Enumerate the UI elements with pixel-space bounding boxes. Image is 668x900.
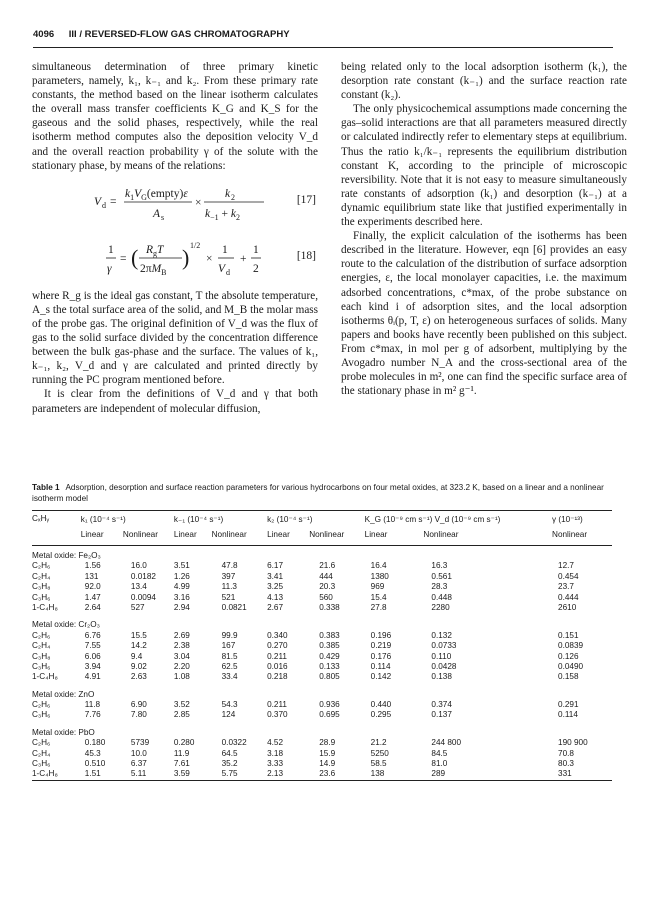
value-cell: 54.3 <box>221 700 238 710</box>
value-cell: 0.429 <box>319 651 340 661</box>
table-row <box>32 759 612 769</box>
paragraph: The only physicochemical assumptions made concerning the gas–solid interactions are that all parameters measured directly or calculated indirectly refer to elementary steps at equilibrium. Thus the ratio k₁/k₋₁ represents the equilibrium distribution constant K, according to the principle of microscopic reversibility. Note that it is not easy to measure simultaneously rate constants of adsorption (k₁) and desorption (k₋₁) at a dynamic equilibrium state like that justified experimentally in the experiments described here. <box>341 103 627 229</box>
subheader: Nonlinear <box>309 530 364 546</box>
value-cell: 0.151 <box>558 630 579 640</box>
table-row <box>32 572 612 582</box>
value-cell: 21.6 <box>319 561 336 571</box>
subheader: Nonlinear <box>123 530 174 546</box>
value-cell: 16.0 <box>130 561 147 571</box>
value-cell: 138 <box>365 769 424 780</box>
hydrocarbon-cell: C₃H₆ <box>32 710 51 720</box>
value-cell: 3.33 <box>267 759 283 769</box>
value-cell: 3.94 <box>84 661 101 671</box>
table-row <box>32 662 612 672</box>
column-header: k₂ (10⁻⁴ s⁻¹) <box>267 511 365 531</box>
equation-17-formula <box>32 177 292 227</box>
svg-text:2: 2 <box>231 192 235 202</box>
value-cell: 2610 <box>558 602 577 612</box>
value-cell: 64.5 <box>221 748 238 758</box>
value-cell: 397 <box>221 571 236 581</box>
value-cell: 0.133 <box>319 661 340 671</box>
value-cell: 3.59 <box>174 769 212 780</box>
hydrocarbon-cell: C₂H₆ <box>32 561 51 571</box>
value-cell: 0.385 <box>319 641 340 651</box>
page-number: 4096 <box>33 29 55 40</box>
group-label-row <box>32 728 612 738</box>
value-cell: 0.180 <box>84 738 106 748</box>
value-cell: 0.0182 <box>130 571 156 581</box>
value-cell: 2.94 <box>173 602 190 612</box>
table-row <box>32 641 612 651</box>
svg-text:+: + <box>240 252 247 265</box>
value-cell: 0.561 <box>431 571 452 581</box>
value-cell: 0.196 <box>370 630 392 640</box>
value-cell: 244 800 <box>431 738 462 748</box>
value-cell: 0.114 <box>558 710 578 720</box>
svg-text:1/2: 1/2 <box>190 240 201 250</box>
value-cell: 7.61 <box>173 759 190 769</box>
value-cell: 0.126 <box>558 651 579 661</box>
value-cell: 2.38 <box>173 641 190 651</box>
paragraph: simultaneous determination of three primary kinetic parameters, namely, k₁, k₋₁ and k₂. From these primary rate constants, the method based on the linear isotherm calculates the overall mass transfer coefficients K_G and K_S for the gaseous and the solid phases, respectively, while the real isotherm method computes also the deposition velocity V_d and the overall reaction probability γ of the solute with the stationary phase, by means of the relations: <box>32 61 318 172</box>
table-row <box>32 769 612 780</box>
value-cell: 11.9 <box>173 748 190 758</box>
hydrocarbon-cell: C₂H₆ <box>32 700 51 710</box>
value-cell: 2280 <box>431 602 450 612</box>
table-row <box>32 593 612 603</box>
column-header: CₓHᵧ <box>32 511 81 531</box>
svg-text:=: = <box>110 195 117 208</box>
value-cell: 2.63 <box>130 672 147 682</box>
equation-18 <box>32 233 318 283</box>
svg-text:×: × <box>206 252 213 265</box>
hydrocarbon-cell: 1-C₄H₈ <box>32 602 58 612</box>
svg-text:1: 1 <box>222 243 228 256</box>
value-cell: 2.67 <box>267 602 283 612</box>
value-cell: 0.454 <box>558 571 579 581</box>
value-cell: 35.2 <box>221 759 238 769</box>
value-cell: 1.08 <box>173 672 190 682</box>
value-cell: 15.4 <box>370 592 387 602</box>
table-row <box>32 738 612 748</box>
value-cell: 28.9 <box>319 738 336 748</box>
value-cell: 6.17 <box>267 561 283 571</box>
value-cell: 81.0 <box>431 759 448 769</box>
value-cell: 0.695 <box>319 710 340 720</box>
hydrocarbon-cell: 1-C₄H₈ <box>32 672 58 682</box>
value-cell: 10.0 <box>130 748 147 758</box>
hydrocarbon-cell: C₃H₆ <box>32 759 51 769</box>
value-cell: 5.75 <box>212 769 267 780</box>
subheader: Linear <box>365 530 424 546</box>
value-cell: 0.219 <box>370 641 392 651</box>
metal-oxide-label: Metal oxide: ZnO <box>32 689 95 699</box>
value-cell: 6.37 <box>130 759 147 769</box>
value-cell: 14.2 <box>130 641 147 651</box>
table-row <box>32 561 612 571</box>
svg-text:1: 1 <box>108 243 114 256</box>
value-cell: 289 <box>423 769 552 780</box>
value-cell: 0.211 <box>267 651 287 661</box>
value-cell: 21.2 <box>370 738 387 748</box>
value-cell: 28.3 <box>431 582 448 592</box>
value-cell: 99.9 <box>221 630 238 640</box>
value-cell: 0.0094 <box>130 592 156 602</box>
value-cell: 2.20 <box>173 661 190 671</box>
group-label-row <box>32 690 612 700</box>
paragraph: It is clear from the definitions of V_d and γ that both parameters are independent of molecular diffusion, <box>32 388 318 415</box>
value-cell: 0.0733 <box>431 641 457 651</box>
value-cell: 3.51 <box>173 561 190 571</box>
value-cell: 0.218 <box>267 672 288 682</box>
value-cell: 7.55 <box>84 641 101 651</box>
subheader: Nonlinear <box>423 530 490 546</box>
running-title: III / REVERSED-FLOW GAS CHROMATOGRAPHY <box>68 29 290 40</box>
value-cell: 0.295 <box>370 710 392 720</box>
value-cell: 331 <box>552 769 612 780</box>
value-cell: 20.3 <box>319 582 336 592</box>
value-cell: 3.52 <box>173 700 190 710</box>
value-cell: 0.0839 <box>558 641 584 651</box>
value-cell: 190 900 <box>558 738 588 748</box>
hydrocarbon-cell: C₂H₆ <box>32 738 51 748</box>
svg-text:V: V <box>218 262 226 275</box>
value-cell: 4.52 <box>267 738 283 748</box>
value-cell: 4.91 <box>84 672 101 682</box>
value-cell: 0.138 <box>431 672 452 682</box>
column-header: k₋₁ (10⁻⁴ s⁻¹) <box>174 511 267 531</box>
value-cell: 16.4 <box>370 561 387 571</box>
table-row <box>32 749 612 759</box>
value-cell: 0.176 <box>370 651 392 661</box>
value-cell: 3.41 <box>267 571 283 581</box>
value-cell: 0.510 <box>84 759 106 769</box>
value-cell: 0.110 <box>431 651 452 661</box>
value-cell: 9.02 <box>130 661 147 671</box>
value-cell: 0.805 <box>319 672 340 682</box>
value-cell: 62.5 <box>221 661 238 671</box>
value-cell: 0.440 <box>370 700 392 710</box>
value-cell: 81.5 <box>221 651 238 661</box>
table-caption <box>32 482 632 504</box>
value-cell: 0.280 <box>173 738 195 748</box>
value-cell: 12.7 <box>558 561 574 571</box>
svg-text:A: A <box>153 207 161 220</box>
value-cell: 0.016 <box>267 661 288 671</box>
equation-17 <box>32 177 318 227</box>
table-row <box>32 603 612 613</box>
subheader: Linear <box>267 530 309 546</box>
group-label-row <box>32 546 612 562</box>
value-cell: 47.8 <box>221 561 238 571</box>
equation-18-formula <box>32 233 292 283</box>
metal-oxide-label: Metal oxide: Fe₂O₃ <box>32 551 101 560</box>
value-cell: 1380 <box>370 571 389 581</box>
value-cell: 521 <box>221 592 236 602</box>
table-header-row <box>32 511 612 531</box>
group-spacer <box>32 613 612 620</box>
value-cell: 2.13 <box>267 769 309 780</box>
value-cell: 131 <box>84 571 99 581</box>
value-cell: 0.0428 <box>431 661 457 671</box>
value-cell: 92.0 <box>84 582 101 592</box>
svg-text:2πMB: $2\pi M_B$ <box>140 262 167 277</box>
group-label-row <box>32 620 612 630</box>
value-cell: 0.270 <box>267 641 288 651</box>
value-cell: 15.9 <box>319 748 336 758</box>
value-cell: 1.56 <box>84 561 101 571</box>
value-cell: 58.5 <box>370 759 387 769</box>
value-cell: 0.338 <box>319 602 340 612</box>
paragraph: Finally, the explicit calculation of the isotherms has been described in the literature. However, eqn [6] provides an easy route to the calculation of the distribution of surface adsorption energies, ε, the local monolayer capacities, i.e. the maximum adsorbed concentrations, c*max, of the probe substance on each kind i of adsorption sites, and the local adsorption isotherms θᵢ(p, T, ε) on heterogeneous surfaces of solids. Many papers and books have recently been published on this subject. From c*max, in mol per g of adsorbent, multiplying by the Avogadro number N_A and the cross-sectional area of the probe molecules in m², one can find the specific surface area of the stationary phase in m² g⁻¹. <box>341 230 627 398</box>
value-cell: 15.5 <box>130 630 147 640</box>
value-cell: 2.69 <box>173 630 190 640</box>
subheader: Linear <box>81 530 123 546</box>
value-cell: 0.936 <box>319 700 340 710</box>
value-cell: 23.6 <box>309 769 364 780</box>
value-cell: 23.7 <box>558 582 574 592</box>
svg-text:2: 2 <box>253 262 259 275</box>
value-cell: 1.51 <box>81 769 123 780</box>
value-cell: 0.114 <box>370 661 391 671</box>
svg-text:×: × <box>195 196 202 209</box>
subheader: Linear <box>174 530 212 546</box>
value-cell: 0.0490 <box>558 661 584 671</box>
value-cell: 11.8 <box>84 700 101 710</box>
value-cell: 13.4 <box>130 582 147 592</box>
svg-text:k: k <box>225 187 231 200</box>
value-cell: 1.26 <box>173 571 190 581</box>
group-spacer <box>32 721 612 728</box>
table-row <box>32 710 612 720</box>
value-cell: 0.340 <box>267 630 288 640</box>
hydrocarbon-cell: C₂H₆ <box>32 630 51 640</box>
value-cell: 6.90 <box>130 700 147 710</box>
value-cell: 167 <box>221 641 236 651</box>
svg-text:k1VG(empty)ε: $k_1V_G(empty)\varepsilon$ <box>125 187 188 202</box>
table-row <box>32 672 612 682</box>
table-row <box>32 631 612 641</box>
value-cell: 27.8 <box>370 602 387 612</box>
value-cell: 0.158 <box>558 672 579 682</box>
data-table <box>32 510 612 781</box>
table-row <box>32 652 612 662</box>
value-cell: 3.18 <box>267 748 283 758</box>
value-cell: 33.4 <box>221 672 238 682</box>
value-cell: 0.137 <box>431 710 452 720</box>
right-column <box>341 60 627 398</box>
value-cell: 6.06 <box>84 651 101 661</box>
hydrocarbon-cell: C₃H₈ <box>32 582 51 592</box>
value-cell: 84.5 <box>431 748 448 758</box>
equation-number: [18] <box>296 249 316 262</box>
table-row <box>32 700 612 710</box>
value-cell: 2.64 <box>84 602 101 612</box>
table-label: Table 1 <box>32 483 60 492</box>
hydrocarbon-cell: C₃H₈ <box>32 651 51 661</box>
value-cell: 0.370 <box>267 710 288 720</box>
svg-text:d: d <box>226 267 230 277</box>
value-cell: 0.132 <box>431 630 452 640</box>
value-cell: 0.0821 <box>221 602 247 612</box>
paragraph: being related only to the local adsorption isotherm (k₁), the desorption rate constant (k₋₁) and the surface reaction rate constant (k₂). <box>341 61 627 102</box>
value-cell: 4.13 <box>267 592 283 602</box>
value-cell: 0.383 <box>319 630 340 640</box>
group-spacer <box>32 683 612 690</box>
svg-text:k−1 + k2: $k_{-1} + k_2$ <box>205 207 240 222</box>
subheader: Nonlinear <box>212 530 267 546</box>
svg-text:): ) <box>182 244 190 270</box>
value-cell: 14.9 <box>319 759 336 769</box>
svg-text:=: = <box>120 252 127 265</box>
svg-text:d: d <box>102 200 106 210</box>
left-column <box>32 60 318 416</box>
value-cell: 2.85 <box>173 710 190 720</box>
value-cell: 3.16 <box>173 592 190 602</box>
value-cell: 560 <box>319 592 333 602</box>
table-caption-text: Adsorption, desorption and surface reaction parameters for various hydrocarbons on four metal oxides, at 323.2 K, based on a linear and a nonlinear isotherm model <box>32 483 604 503</box>
svg-text:s: s <box>161 212 165 222</box>
svg-text:1: 1 <box>253 243 259 256</box>
svg-text:V: V <box>94 195 102 208</box>
value-cell: 0.291 <box>558 700 579 710</box>
value-cell: 527 <box>130 602 145 612</box>
svg-text:RgT: $R_gT$ <box>146 243 164 258</box>
table-row <box>32 582 612 592</box>
hydrocarbon-cell: C₂H₄ <box>32 641 51 651</box>
table-subheader-row <box>32 530 612 546</box>
metal-oxide-label: Metal oxide: Cr₂O₃ <box>32 620 100 630</box>
subheader: Nonlinear <box>552 530 612 546</box>
value-cell: 4.99 <box>173 582 190 592</box>
hydrocarbon-cell: C₂H₄ <box>32 571 51 581</box>
column-header: γ (10⁻¹³) <box>552 511 612 531</box>
value-cell: 5739 <box>130 738 150 748</box>
value-cell: 6.76 <box>84 630 101 640</box>
value-cell: 444 <box>319 571 333 581</box>
value-cell: 7.76 <box>84 710 101 720</box>
value-cell: 45.3 <box>84 748 101 758</box>
value-cell: 3.04 <box>173 651 190 661</box>
svg-text:γ: γ <box>107 262 112 275</box>
value-cell: 3.25 <box>267 582 283 592</box>
column-header: K_G (10⁻⁹ cm s⁻¹) V_d (10⁻⁹ cm s⁻¹) <box>365 511 552 531</box>
value-cell: 5250 <box>370 748 389 758</box>
paragraph: where R_g is the ideal gas constant, T the absolute temperature, A_s the total surface area of the solid, and M_B the molar mass of the probe gas. The original definition of V_d was the flux of gas to the solid surface divided by the concentration difference between the bulk gas-phase and the surface. The values of k₁, k₋₁, k₂, V_d and γ are calculated and printed directly by running the PC program mentioned before. <box>32 289 318 387</box>
value-cell: 0.374 <box>431 700 452 710</box>
metal-oxide-label: Metal oxide: PbO <box>32 727 95 737</box>
value-cell: 0.142 <box>370 672 392 682</box>
running-header <box>33 29 613 48</box>
value-cell: 7.80 <box>130 710 147 720</box>
value-cell: 16.3 <box>431 561 448 571</box>
equation-number: [17] <box>296 193 316 206</box>
hydrocarbon-cell: C₂H₄ <box>32 748 51 758</box>
svg-text:(: ( <box>131 244 139 270</box>
hydrocarbon-cell: C₃H₆ <box>32 592 51 602</box>
value-cell: 1.47 <box>84 592 101 602</box>
value-cell: 9.4 <box>130 651 143 661</box>
value-cell: 70.8 <box>558 748 574 758</box>
value-cell: 11.3 <box>221 582 237 592</box>
value-cell: 0.444 <box>558 592 579 602</box>
hydrocarbon-cell: C₃H₆ <box>32 661 51 671</box>
value-cell: 0.448 <box>431 592 452 602</box>
value-cell: 0.211 <box>267 700 287 710</box>
hydrocarbon-cell: 1-C₄H₈ <box>32 769 81 780</box>
value-cell: 124 <box>221 710 236 720</box>
column-header: k₁ (10⁻⁴ s⁻¹) <box>81 511 174 531</box>
value-cell: 0.0322 <box>221 738 247 748</box>
value-cell: 80.3 <box>558 759 574 769</box>
value-cell: 5.11 <box>123 769 174 780</box>
value-cell: 969 <box>370 582 385 592</box>
